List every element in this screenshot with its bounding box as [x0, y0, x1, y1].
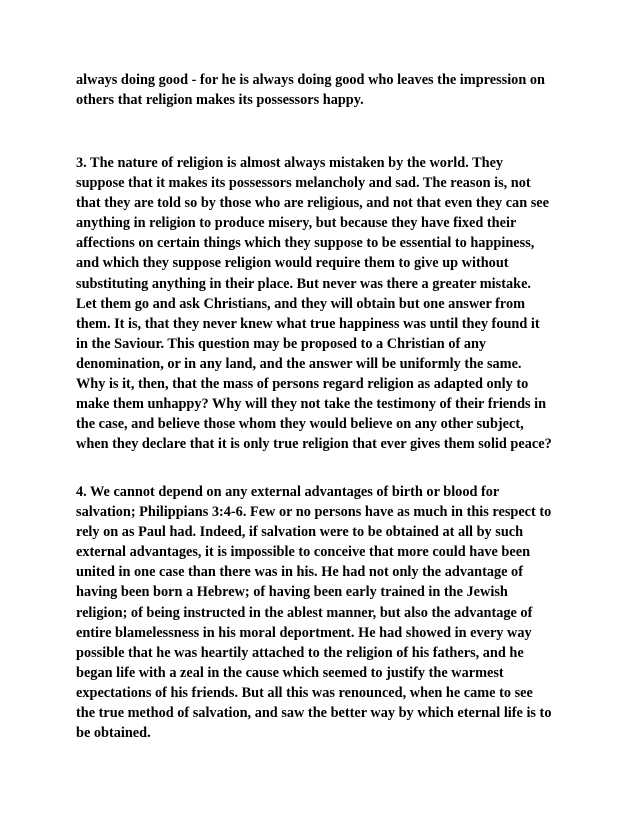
- text-line: the true method of salvation, and saw the better way by which eternal life is to: [76, 705, 552, 722]
- paragraph-point-4: [76, 482, 551, 743]
- text-line: be obtained.: [76, 725, 151, 742]
- text-line: expectations of his friends. But all this was renounced, when he came to see: [76, 684, 533, 701]
- text-line: denomination, or in any land, and the answer will be uniformly the same.: [76, 355, 522, 372]
- text-line: that they are told so by those who are religious, and not that even they can see: [76, 195, 549, 212]
- paragraph-point-3: [76, 153, 552, 454]
- text-line: when they declare that it is only true religion that ever gives them solid peace?: [76, 436, 552, 453]
- text-line: united in one case than there was in his. He had not only the advantage of: [76, 564, 523, 581]
- text-line: Why is it, then, that the mass of persons regard religion as adapted only to: [76, 376, 529, 393]
- text-line: entire blamelessness in his moral deportment. He had showed in every way: [76, 624, 532, 641]
- paragraph-continuation: [76, 70, 545, 110]
- text-line: began life with a zeal in the cause which seemed to justify the warmest: [76, 664, 504, 681]
- text-line: make them unhappy? Why will they not take the testimony of their friends in: [76, 396, 547, 413]
- text-line: suppose that it makes its possessors melancholy and sad. The reason is, not: [76, 175, 531, 192]
- text-line: 4. We cannot depend on any external advantages of birth or blood for: [76, 484, 500, 500]
- text-line: in the Saviour. This question may be proposed to a Christian of any: [76, 335, 487, 352]
- text-line: Let them go and ask Christians, and they will obtain but one answer from: [76, 295, 526, 312]
- text-line: anything in religion to produce misery, but because they have fixed their: [76, 215, 517, 232]
- text-line: salvation; Philippians 3:4-6. Few or no persons have as much in this respect to: [76, 504, 552, 521]
- text-line: 3. The nature of religion is almost always mistaken by the world. They: [76, 155, 504, 171]
- text-line: them. It is, that they never knew what true happiness was until they found it: [76, 315, 540, 332]
- text-line: always doing good - for he is always doing good who leaves the impression on: [76, 72, 545, 88]
- text-line: and which they suppose religion would require them to give up without: [76, 255, 509, 272]
- text-line: external advantages, it is impossible to conceive that more could have been: [76, 544, 531, 561]
- text-line: having been born a Hebrew; of having been early trained in the Jewish: [76, 584, 508, 601]
- text-line: religion; of being instructed in the ablest manner, but also the advantage of: [76, 604, 533, 621]
- text-line: affections on certain things which they suppose to be essential to happiness,: [76, 235, 535, 252]
- text-line: possible that he was heartily attached to the religion of his fathers, and he: [76, 644, 524, 661]
- text-line: substituting anything in their place. But never was there a greater mistake.: [76, 275, 531, 292]
- text-line: the case, and believe those whom they would believe on any other subject,: [76, 416, 524, 433]
- text-line: others that religion makes its possessors happy.: [76, 92, 364, 109]
- text-line: rely on as Paul had. Indeed, if salvation were to be obtained at all by such: [76, 524, 524, 541]
